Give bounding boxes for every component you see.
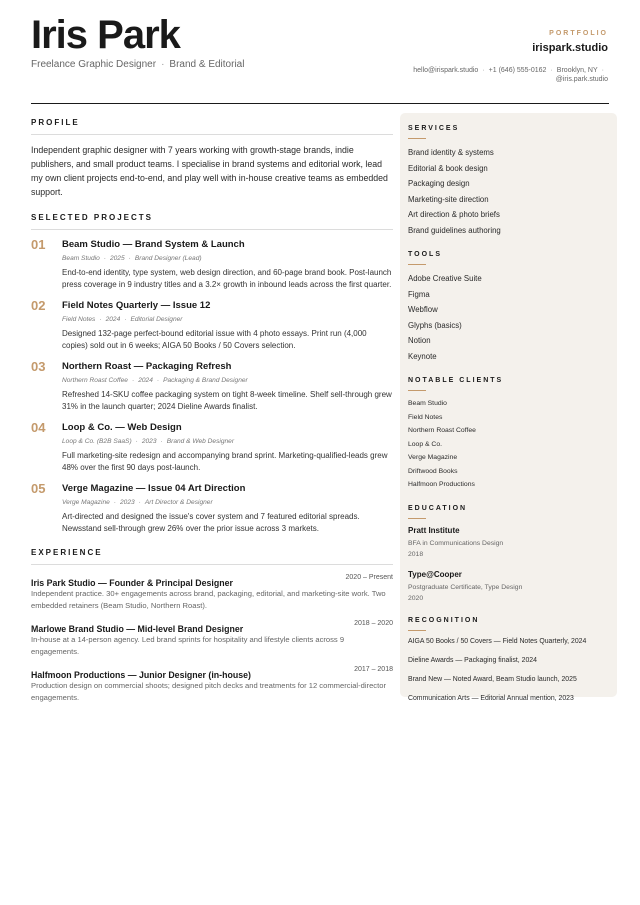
experience-header: [31, 573, 393, 586]
services-list: [408, 145, 609, 238]
separator: ·: [103, 255, 106, 262]
project-item: [31, 421, 393, 474]
recognition-section: [408, 616, 609, 703]
social-handle: @iris.park.studio: [555, 75, 608, 83]
experience-description: In-house at a 14-person agency. Led brand sprints for hospitality and lifestyle clients across 9 engagements.: [31, 635, 345, 656]
tool-item: Adobe Creative Suite: [408, 274, 482, 283]
recognition-item: Communication Arts — Editorial Annual mention, 2023: [408, 694, 574, 702]
section-title: EXPERIENCE: [31, 548, 103, 557]
project-year: 2025: [109, 255, 125, 262]
sidebar: [400, 113, 617, 702]
accent-underline: [408, 390, 426, 391]
tool-item: Glyphs (basics): [408, 320, 462, 330]
client-item: Loop & Co.: [408, 440, 443, 448]
project-role: Brand & Web Designer: [166, 438, 235, 445]
experience-date: 2018 – 2020: [354, 620, 393, 627]
sidebar-section-title: RECOGNITION: [408, 616, 480, 624]
experience-header: [31, 619, 393, 632]
email-link[interactable]: hello@irispark.studio: [413, 67, 479, 74]
recognition-item: Dieline Awards — Packaging finalist, 2024: [408, 656, 537, 664]
education-item: [408, 569, 609, 604]
separator: ·: [128, 255, 131, 262]
project-client: Northern Roast Coffee: [62, 377, 128, 384]
recognition-item: AIGA 50 Books / 50 Covers — Field Notes Quarterly, 2024: [408, 637, 587, 645]
project-title: Beam Studio — Brand System & Launch: [62, 239, 245, 250]
tool-item: Notion: [408, 336, 431, 345]
client-item: Northern Roast Coffee: [408, 427, 476, 434]
project-description: End-to-end identity, type system, web design direction, and 60-page brand book. Post-launch press coverage in 9 industry titles and a 3.2× growth in inbound leads across the first quarter.: [62, 268, 392, 289]
tool-item: Keynote: [408, 351, 437, 361]
services-section: [408, 124, 609, 238]
sidebar-section-title: TOOLS: [408, 251, 442, 258]
separator: ·: [156, 377, 160, 384]
service-item: Marketing-site direction: [408, 194, 489, 204]
service-item: Editorial & book design: [408, 163, 488, 173]
separator: ·: [161, 59, 165, 70]
project-meta: [62, 315, 393, 324]
experience-item: [31, 619, 393, 657]
candidate-specialty: Brand & Editorial: [169, 59, 245, 70]
accent-underline: [408, 138, 426, 139]
project-role: Brand Designer (Lead): [134, 255, 202, 262]
education-detail: Postgraduate Certificate, Type Design: [408, 583, 523, 591]
separator: ·: [124, 316, 127, 323]
project-number: 01: [31, 237, 46, 252]
project-client: Loop & Co. (B2B SaaS): [62, 438, 132, 445]
project-role: Packaging & Brand Designer: [163, 377, 248, 384]
experience-title: Iris Park Studio — Founder & Principal Designer: [31, 578, 233, 588]
project-item: [31, 299, 393, 352]
candidate-subtitle: [31, 58, 244, 72]
project-meta: [62, 376, 393, 385]
client-item: Field Notes: [408, 413, 443, 421]
accent-underline: [408, 264, 426, 265]
experience-item: [31, 573, 393, 611]
project-client: Beam Studio: [62, 255, 100, 262]
project-title: Loop & Co. — Web Design: [62, 422, 182, 433]
project-description: Full marketing-site redesign and accompanying brand sprint. Marketing-qualified-leads grew 48% over the first 90 days post-launch.: [62, 451, 388, 472]
project-number: 02: [31, 298, 46, 313]
section-title: SELECTED PROJECTS: [31, 213, 154, 222]
project-meta: [62, 437, 393, 446]
section-divider: [31, 134, 393, 135]
separator: ·: [601, 67, 604, 74]
experience-title: Halfmoon Productions — Junior Designer (in-house): [31, 670, 251, 680]
project-title: Verge Magazine — Issue 04 Art Direction: [62, 483, 246, 494]
project-client: Verge Magazine: [62, 499, 110, 506]
clients-section: [408, 376, 609, 492]
service-item: Brand identity & systems: [408, 148, 494, 157]
profile-section: [31, 118, 393, 199]
project-number: 05: [31, 481, 46, 496]
separator: ·: [482, 67, 485, 74]
tool-item: Webflow: [408, 305, 438, 314]
education-year: 2018: [408, 550, 424, 558]
client-item: Driftwood Books: [408, 467, 458, 475]
section-title: PROFILE: [31, 118, 80, 127]
contact-info: [348, 67, 608, 84]
project-role: Editorial Designer: [130, 316, 183, 323]
profile-text: Independent graphic designer with 7 years working with growth-stage brands, indie publishers, and small product teams. I specialise in brand systems and editorial work, lead my own client projects end-to-end, and play well with in-house creative teams as embedded support.: [31, 145, 388, 197]
project-item: [31, 482, 393, 535]
location: Brooklyn, NY: [556, 67, 598, 74]
projects-section: [31, 213, 393, 535]
portfolio-link[interactable]: irispark.studio: [532, 42, 608, 54]
education-year: 2020: [408, 594, 424, 602]
education-school: Type@Cooper: [408, 569, 462, 579]
experience-date: 2017 – 2018: [354, 666, 393, 673]
project-number: 03: [31, 359, 46, 374]
clients-list: [408, 397, 609, 492]
recognition-list: [408, 637, 609, 703]
project-year: 2024: [105, 316, 121, 323]
client-item: Halfmoon Productions: [408, 481, 475, 488]
project-role: Art Director & Designer: [144, 499, 213, 506]
separator: ·: [113, 499, 116, 506]
education-detail: BFA in Communications Design: [408, 539, 504, 547]
accent-underline: [408, 630, 426, 631]
education-item: [408, 525, 609, 560]
education-section: [408, 504, 609, 604]
service-item: Art direction & photo briefs: [408, 210, 500, 219]
experience-header: [31, 665, 393, 678]
project-client: Field Notes: [62, 316, 96, 323]
tool-item: Figma: [408, 289, 430, 299]
project-meta: [62, 254, 393, 263]
project-number: 04: [31, 420, 46, 435]
service-item: Brand guidelines authoring: [408, 225, 501, 235]
main-column: [31, 118, 393, 703]
recognition-item: Brand New — Noted Award, Beam Studio launch, 2025: [408, 675, 577, 683]
experience-item: [31, 665, 393, 703]
project-description: Refreshed 14-SKU coffee packaging system on tight 8-week timeline. Shelf sell-through grew 31% in the launch quarter; 2024 Dieline Awards finalist.: [62, 390, 392, 411]
separator: ·: [135, 438, 138, 445]
separator: ·: [99, 316, 102, 323]
accent-underline: [408, 518, 426, 519]
section-divider: [31, 229, 393, 230]
separator: ·: [131, 377, 135, 384]
education-school: Pratt Institute: [408, 525, 460, 535]
client-item: Verge Magazine: [408, 454, 458, 461]
experience-title: Marlowe Brand Studio — Mid-level Brand Designer: [31, 624, 244, 634]
candidate-name: Iris Park: [31, 13, 180, 57]
experience-section: [31, 548, 393, 703]
tools-list: [408, 271, 609, 364]
separator: ·: [160, 438, 163, 445]
header-divider: [31, 103, 609, 104]
separator: ·: [550, 67, 553, 74]
section-divider: [31, 564, 393, 565]
experience-description: Production design on commercial shoots; designed pitch decks and treatments for 12 commercial-director engagements.: [31, 681, 386, 702]
phone-number: +1 (646) 555-0162: [488, 67, 547, 74]
project-title: Northern Roast — Packaging Refresh: [62, 361, 232, 372]
portfolio-label: PORTFOLIO: [549, 30, 608, 37]
service-item: Packaging design: [408, 179, 470, 188]
candidate-role: Freelance Graphic Designer: [31, 59, 157, 70]
experience-description: Independent practice. 30+ engagements across brand, packaging, editorial, and marketing-site work. Two embedded retainers (Beam Studio, Northern Roast).: [31, 589, 386, 610]
project-meta: [62, 498, 393, 507]
project-year: 2023: [141, 438, 157, 445]
project-description: Art-directed and designed the issue's cover system and 7 featured editorial spreads. Newsstand sell-through grew 26% over the prior issue across 3 markets.: [62, 512, 360, 533]
experience-date: 2020 – Present: [345, 574, 393, 581]
project-year: 2023: [119, 499, 135, 506]
sidebar-section-title: NOTABLE CLIENTS: [408, 377, 504, 384]
project-item: [31, 360, 393, 413]
project-description: Designed 132-page perfect-bound editorial issue with 4 photo essays. Print run (4,000 copies) sold out in 6 weeks; AIGA 50 Books / 50 Covers selection.: [62, 329, 367, 350]
project-year: 2024: [138, 377, 153, 384]
client-item: Beam Studio: [408, 400, 447, 407]
project-item: [31, 238, 393, 291]
sidebar-section-title: SERVICES: [408, 125, 460, 132]
project-title: Field Notes Quarterly — Issue 12: [62, 300, 211, 311]
separator: ·: [138, 499, 141, 506]
tools-section: [408, 250, 609, 364]
sidebar-section-title: EDUCATION: [408, 504, 468, 512]
